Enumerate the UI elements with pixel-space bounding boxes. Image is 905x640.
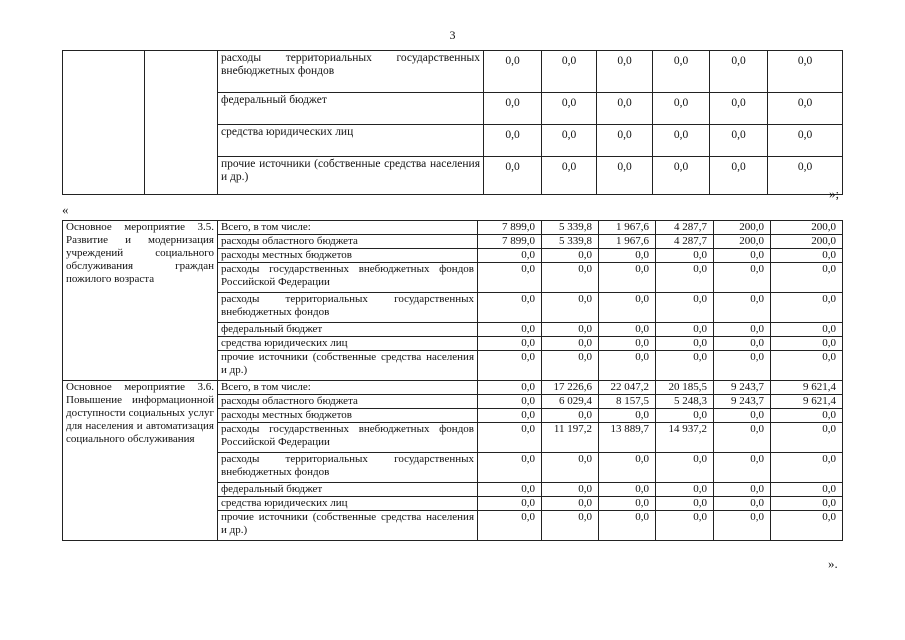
- empty-cell: [145, 51, 218, 195]
- amount-cell: 0,0: [542, 125, 597, 157]
- amount-cell: 0,0: [478, 483, 542, 497]
- amount-cell: 0,0: [714, 293, 771, 323]
- amount-cell: 0,0: [768, 51, 843, 93]
- amount-cell: 0,0: [542, 483, 599, 497]
- amount-cell: 0,0: [478, 249, 542, 263]
- amount-cell: 0,0: [597, 93, 653, 125]
- amount-cell: 0,0: [542, 323, 599, 337]
- amount-cell: 200,0: [771, 235, 843, 249]
- funding-source-label: федеральный бюджет: [218, 93, 484, 125]
- funding-source-label: расходы государственных внебюджетных фондов Российской Федерации: [218, 423, 478, 453]
- amount-cell: 0,0: [478, 423, 542, 453]
- amount-cell: 0,0: [714, 483, 771, 497]
- amount-cell: 0,0: [599, 453, 656, 483]
- amount-cell: 0,0: [714, 351, 771, 381]
- amount-cell: 0,0: [542, 409, 599, 423]
- amount-cell: 200,0: [714, 221, 771, 235]
- amount-cell: 13 889,7: [599, 423, 656, 453]
- amount-cell: 0,0: [714, 323, 771, 337]
- amount-cell: 0,0: [771, 483, 843, 497]
- amount-cell: 0,0: [714, 337, 771, 351]
- amount-cell: 9 243,7: [714, 381, 771, 395]
- amount-cell: 7 899,0: [478, 221, 542, 235]
- table-row: [63, 221, 843, 235]
- amount-cell: 0,0: [653, 157, 710, 195]
- page-number: 3: [449, 28, 456, 42]
- amount-cell: 0,0: [656, 483, 714, 497]
- amount-cell: 0,0: [478, 511, 542, 541]
- amount-cell: 4 287,7: [656, 221, 714, 235]
- amount-cell: 5 339,8: [542, 235, 599, 249]
- amount-cell: 9 243,7: [714, 395, 771, 409]
- amount-cell: 0,0: [478, 453, 542, 483]
- amount-cell: 0,0: [771, 511, 843, 541]
- amount-cell: 0,0: [768, 125, 843, 157]
- amount-cell: 0,0: [484, 51, 542, 93]
- amount-cell: 0,0: [771, 497, 843, 511]
- funding-source-label: прочие источники (собственные средства населения и др.): [218, 157, 484, 195]
- amount-cell: 0,0: [599, 337, 656, 351]
- funding-source-label: средства юридических лиц: [218, 337, 478, 351]
- table-row: [63, 381, 843, 395]
- amount-cell: 0,0: [484, 125, 542, 157]
- funding-source-label: расходы местных бюджетов: [218, 249, 478, 263]
- amount-cell: 0,0: [653, 125, 710, 157]
- amount-cell: 0,0: [478, 395, 542, 409]
- amount-cell: 0,0: [478, 497, 542, 511]
- amount-cell: 0,0: [484, 93, 542, 125]
- amount-cell: 5 248,3: [656, 395, 714, 409]
- empty-cell: [63, 51, 145, 195]
- amount-cell: 4 287,7: [656, 235, 714, 249]
- amount-cell: 0,0: [714, 497, 771, 511]
- amount-cell: 0,0: [656, 497, 714, 511]
- amount-cell: 0,0: [714, 511, 771, 541]
- amount-cell: 0,0: [771, 293, 843, 323]
- amount-cell: 0,0: [542, 511, 599, 541]
- amount-cell: 0,0: [478, 293, 542, 323]
- amount-cell: 0,0: [542, 249, 599, 263]
- amount-cell: 6 029,4: [542, 395, 599, 409]
- activity-title: Основное мероприятие 3.6. Повышение информационной доступности социальных услуг для населения и автоматизация социального обслуживания: [63, 381, 218, 541]
- amount-cell: 0,0: [542, 293, 599, 323]
- funding-source-label: Всего, в том числе:: [218, 381, 478, 395]
- amount-cell: 0,0: [599, 351, 656, 381]
- funding-source-label: федеральный бюджет: [218, 323, 478, 337]
- amount-cell: 0,0: [478, 351, 542, 381]
- amount-cell: 0,0: [771, 337, 843, 351]
- amount-cell: 200,0: [771, 221, 843, 235]
- funding-source-label: расходы местных бюджетов: [218, 409, 478, 423]
- amount-cell: 0,0: [771, 323, 843, 337]
- amount-cell: 0,0: [599, 293, 656, 323]
- amount-cell: 0,0: [478, 337, 542, 351]
- amount-cell: 0,0: [542, 497, 599, 511]
- funding-source-label: расходы территориальных государственных внебюджетных фондов: [218, 453, 478, 483]
- amount-cell: 0,0: [599, 483, 656, 497]
- amount-cell: 0,0: [484, 157, 542, 195]
- continuation-table: [62, 50, 843, 195]
- amount-cell: 0,0: [599, 263, 656, 293]
- amount-cell: 11 197,2: [542, 423, 599, 453]
- amount-cell: 0,0: [599, 497, 656, 511]
- amount-cell: 0,0: [597, 51, 653, 93]
- closing-quote-mark-final: ».: [828, 556, 838, 571]
- table-row: [63, 51, 843, 93]
- activity-title: Основное мероприятие 3.5. Развитие и модернизация учреждений социального обслуживания граждан пожилого возраста: [63, 221, 218, 381]
- opening-quote-mark: «: [62, 202, 69, 217]
- closing-quote-mark: »;: [829, 186, 840, 201]
- amount-cell: 0,0: [542, 453, 599, 483]
- funding-source-label: расходы областного бюджета: [218, 395, 478, 409]
- amount-cell: 8 157,5: [599, 395, 656, 409]
- amount-cell: 0,0: [478, 381, 542, 395]
- amount-cell: 0,0: [768, 93, 843, 125]
- amount-cell: 0,0: [653, 51, 710, 93]
- amount-cell: 5 339,8: [542, 221, 599, 235]
- amount-cell: 0,0: [478, 263, 542, 293]
- amount-cell: 7 899,0: [478, 235, 542, 249]
- amount-cell: 0,0: [771, 423, 843, 453]
- amount-cell: 0,0: [656, 249, 714, 263]
- amount-cell: 1 967,6: [599, 221, 656, 235]
- amount-cell: 0,0: [599, 409, 656, 423]
- amount-cell: 0,0: [714, 423, 771, 453]
- funding-source-label: прочие источники (собственные средства населения и др.): [218, 351, 478, 381]
- amount-cell: 0,0: [771, 249, 843, 263]
- amount-cell: 0,0: [771, 351, 843, 381]
- amount-cell: 0,0: [656, 453, 714, 483]
- funding-source-label: прочие источники (собственные средства населения и др.): [218, 511, 478, 541]
- amount-cell: 9 621,4: [771, 381, 843, 395]
- funding-source-label: средства юридических лиц: [218, 497, 478, 511]
- funding-source-label: расходы государственных внебюджетных фондов Российской Федерации: [218, 263, 478, 293]
- amount-cell: 0,0: [714, 409, 771, 423]
- funding-source-label: расходы территориальных государственных внебюджетных фондов: [218, 293, 478, 323]
- amount-cell: 0,0: [542, 157, 597, 195]
- amount-cell: 0,0: [714, 249, 771, 263]
- funding-source-label: расходы областного бюджета: [218, 235, 478, 249]
- amount-cell: 0,0: [542, 351, 599, 381]
- amount-cell: 0,0: [714, 453, 771, 483]
- amount-cell: 0,0: [542, 51, 597, 93]
- amount-cell: 1 967,6: [599, 235, 656, 249]
- funding-source-label: федеральный бюджет: [218, 483, 478, 497]
- amount-cell: 20 185,5: [656, 381, 714, 395]
- amount-cell: 0,0: [478, 323, 542, 337]
- amount-cell: 0,0: [653, 93, 710, 125]
- amount-cell: 0,0: [599, 511, 656, 541]
- amount-cell: 0,0: [768, 157, 843, 195]
- amount-cell: 22 047,2: [599, 381, 656, 395]
- amount-cell: 0,0: [597, 125, 653, 157]
- amount-cell: 14 937,2: [656, 423, 714, 453]
- amount-cell: 0,0: [656, 323, 714, 337]
- amount-cell: 17 226,6: [542, 381, 599, 395]
- amount-cell: 0,0: [710, 51, 768, 93]
- activities-table: [62, 220, 843, 541]
- funding-source-label: расходы территориальных государственных внебюджетных фондов: [218, 51, 484, 93]
- amount-cell: 0,0: [542, 93, 597, 125]
- amount-cell: 0,0: [656, 337, 714, 351]
- amount-cell: 0,0: [771, 263, 843, 293]
- amount-cell: 0,0: [478, 409, 542, 423]
- amount-cell: 0,0: [710, 125, 768, 157]
- funding-source-label: средства юридических лиц: [218, 125, 484, 157]
- amount-cell: 0,0: [656, 263, 714, 293]
- amount-cell: 0,0: [542, 263, 599, 293]
- amount-cell: 0,0: [542, 337, 599, 351]
- amount-cell: 0,0: [771, 409, 843, 423]
- amount-cell: 9 621,4: [771, 395, 843, 409]
- amount-cell: 0,0: [656, 409, 714, 423]
- amount-cell: 0,0: [710, 157, 768, 195]
- amount-cell: 0,0: [599, 249, 656, 263]
- funding-source-label: Всего, в том числе:: [218, 221, 478, 235]
- amount-cell: 200,0: [714, 235, 771, 249]
- amount-cell: 0,0: [710, 93, 768, 125]
- amount-cell: 0,0: [656, 351, 714, 381]
- amount-cell: 0,0: [714, 263, 771, 293]
- amount-cell: 0,0: [656, 511, 714, 541]
- amount-cell: 0,0: [656, 293, 714, 323]
- amount-cell: 0,0: [771, 453, 843, 483]
- amount-cell: 0,0: [599, 323, 656, 337]
- amount-cell: 0,0: [597, 157, 653, 195]
